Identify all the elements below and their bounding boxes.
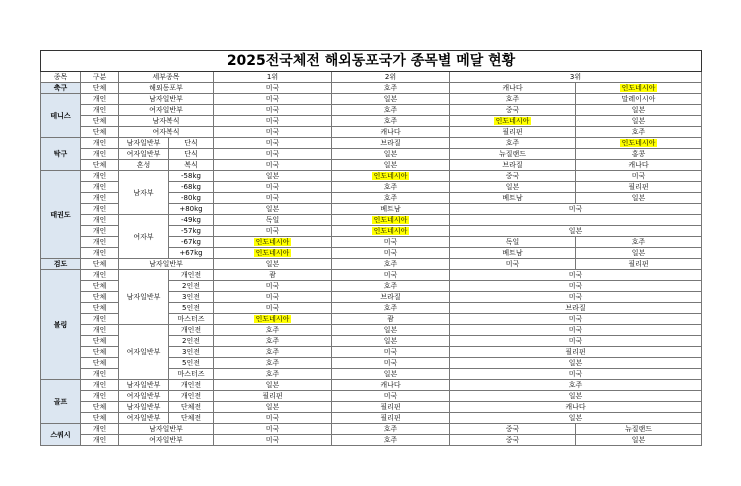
event-cell: 개인전 <box>169 380 214 391</box>
second-place-cell: 일본 <box>332 369 450 380</box>
type-cell: 단체 <box>81 83 119 94</box>
table-row <box>41 435 702 446</box>
event-cell: 단식 <box>169 138 214 149</box>
second-place-cell: 괌 <box>332 314 450 325</box>
first-place-cell: 괌 <box>214 270 332 281</box>
second-place-cell: 미국 <box>332 391 450 402</box>
division-cell: 남자일반부 <box>119 138 169 149</box>
first-place-cell: 미국 <box>214 149 332 160</box>
header-second: 2위 <box>332 72 450 83</box>
second-place-cell: 브라질 <box>332 138 450 149</box>
third-place-cell: 일본 <box>576 105 702 116</box>
third-place-cell <box>450 116 576 127</box>
first-place-cell: 미국 <box>214 435 332 446</box>
highlighted-medal: 인도네시아 <box>373 227 408 235</box>
second-place-cell: 필리핀 <box>332 402 450 413</box>
third-place-cell: 브라질 <box>450 303 702 314</box>
third-place-cell: 호주 <box>450 138 576 149</box>
third-place-cell: 일본 <box>450 182 576 193</box>
type-cell: 개인 <box>81 380 119 391</box>
event-cell: 단식 <box>169 149 214 160</box>
second-place-cell: 일본 <box>332 149 450 160</box>
type-cell: 개인 <box>81 94 119 105</box>
first-place-cell: 미국 <box>214 292 332 303</box>
third-place-cell: 호주 <box>576 237 702 248</box>
type-cell: 단체 <box>81 336 119 347</box>
first-place-cell <box>214 248 332 259</box>
type-cell: 개인 <box>81 237 119 248</box>
table-row <box>41 270 702 281</box>
table-row <box>41 83 702 94</box>
third-place-cell: 홍콩 <box>576 149 702 160</box>
division-cell: 여자일반부 <box>119 435 214 446</box>
third-place-cell: 미국 <box>450 281 702 292</box>
sport-cell: 볼링 <box>41 270 81 380</box>
third-place-cell: 중국 <box>450 424 576 435</box>
second-place-cell: 브라질 <box>332 292 450 303</box>
event-cell: 2인전 <box>169 336 214 347</box>
type-cell: 개인 <box>81 248 119 259</box>
division-cell: 남자일반부 <box>119 270 169 325</box>
third-place-cell: 필리핀 <box>450 127 576 138</box>
first-place-cell: 미국 <box>214 105 332 116</box>
event-cell: -58kg <box>169 171 214 182</box>
division-cell: 여자일반부 <box>119 105 214 116</box>
third-place-cell: 일본 <box>576 248 702 259</box>
event-cell: 3인전 <box>169 347 214 358</box>
sport-cell: 스쿼시 <box>41 424 81 446</box>
third-place-cell: 미국 <box>450 369 702 380</box>
first-place-cell: 미국 <box>214 182 332 193</box>
first-place-cell: 호주 <box>214 336 332 347</box>
second-place-cell: 필리핀 <box>332 413 450 424</box>
division-cell: 여자부 <box>119 215 169 259</box>
third-place-cell: 호주 <box>450 94 576 105</box>
third-place-cell: 호주 <box>450 380 702 391</box>
first-place-cell: 미국 <box>214 160 332 171</box>
type-cell: 단체 <box>81 259 119 270</box>
first-place-cell: 일본 <box>214 380 332 391</box>
third-place-cell: 말레이시아 <box>576 94 702 105</box>
second-place-cell: 일본 <box>332 94 450 105</box>
third-place-cell: 미국 <box>450 314 702 325</box>
first-place-cell: 일본 <box>214 171 332 182</box>
second-place-cell: 캐나다 <box>332 380 450 391</box>
division-cell: 남자복식 <box>119 116 214 127</box>
division-cell: 남자일반부 <box>119 380 169 391</box>
event-cell: 2인전 <box>169 281 214 292</box>
table-row <box>41 424 702 435</box>
first-place-cell: 호주 <box>214 325 332 336</box>
division-cell: 해외동포부 <box>119 83 214 94</box>
third-place-cell: 캐나다 <box>450 83 576 94</box>
first-place-cell: 미국 <box>214 424 332 435</box>
table-row <box>41 380 702 391</box>
highlighted-medal: 인도네시아 <box>621 84 656 92</box>
table-row <box>41 116 702 127</box>
third-place-cell: 일본 <box>576 116 702 127</box>
second-place-cell: 미국 <box>332 237 450 248</box>
first-place-cell: 미국 <box>214 413 332 424</box>
third-place-cell: 일본 <box>450 391 702 402</box>
first-place-cell: 필리핀 <box>214 391 332 402</box>
second-place-cell: 미국 <box>332 270 450 281</box>
division-cell: 여자일반부 <box>119 149 169 160</box>
third-place-cell: 뉴질랜드 <box>450 149 576 160</box>
division-cell: 여자일반부 <box>119 325 169 380</box>
division-cell: 남자일반부 <box>119 94 214 105</box>
highlighted-medal: 인도네시아 <box>495 117 530 125</box>
type-cell: 개인 <box>81 424 119 435</box>
first-place-cell: 미국 <box>214 116 332 127</box>
third-place-cell: 미국 <box>450 270 702 281</box>
second-place-cell <box>332 226 450 237</box>
third-place-cell: 일본 <box>576 435 702 446</box>
type-cell: 단체 <box>81 127 119 138</box>
type-cell: 개인 <box>81 314 119 325</box>
first-place-cell: 미국 <box>214 138 332 149</box>
header-row <box>41 72 702 83</box>
third-place-cell: 일본 <box>576 193 702 204</box>
third-place-cell: 호주 <box>576 127 702 138</box>
event-cell: +67kg <box>169 248 214 259</box>
type-cell: 개인 <box>81 435 119 446</box>
first-place-cell: 미국 <box>214 127 332 138</box>
table-row <box>41 215 702 226</box>
second-place-cell: 일본 <box>332 336 450 347</box>
second-place-cell: 호주 <box>332 424 450 435</box>
type-cell: 개인 <box>81 369 119 380</box>
first-place-cell: 일본 <box>214 204 332 215</box>
event-cell: -80kg <box>169 193 214 204</box>
second-place-cell <box>332 171 450 182</box>
second-place-cell: 미국 <box>332 248 450 259</box>
table-row <box>41 402 702 413</box>
third-place-cell: 미국 <box>450 292 702 303</box>
type-cell: 단체 <box>81 413 119 424</box>
third-place-cell <box>576 138 702 149</box>
type-cell: 개인 <box>81 182 119 193</box>
first-place-cell: 미국 <box>214 83 332 94</box>
header-type: 구분 <box>81 72 119 83</box>
type-cell: 개인 <box>81 105 119 116</box>
type-cell: 개인 <box>81 193 119 204</box>
second-place-cell: 베트남 <box>332 204 450 215</box>
third-place-cell: 독일 <box>450 237 576 248</box>
division-cell: 혼성 <box>119 160 169 171</box>
type-cell: 개인 <box>81 215 119 226</box>
first-place-cell: 일본 <box>214 402 332 413</box>
event-cell: -57kg <box>169 226 214 237</box>
header-sport: 종목 <box>41 72 81 83</box>
third-place-cell: 중국 <box>450 435 576 446</box>
event-cell: 복식 <box>169 160 214 171</box>
type-cell: 단체 <box>81 347 119 358</box>
first-place-cell: 미국 <box>214 193 332 204</box>
third-place-cell: 베트남 <box>450 248 576 259</box>
type-cell: 개인 <box>81 138 119 149</box>
event-cell: -68kg <box>169 182 214 193</box>
type-cell: 단체 <box>81 160 119 171</box>
third-place-cell: 일본 <box>450 226 702 237</box>
table-row <box>41 171 702 182</box>
sport-cell: 축구 <box>41 83 81 94</box>
second-place-cell: 호주 <box>332 193 450 204</box>
division-cell: 남자부 <box>119 171 169 215</box>
highlighted-medal: 인도네시아 <box>255 315 290 323</box>
table-row <box>41 413 702 424</box>
type-cell: 개인 <box>81 270 119 281</box>
table-row <box>41 391 702 402</box>
event-cell: 마스터즈 <box>169 369 214 380</box>
table-row <box>41 149 702 160</box>
type-cell: 개인 <box>81 226 119 237</box>
third-place-cell: 브라질 <box>450 160 576 171</box>
type-cell: 단체 <box>81 116 119 127</box>
second-place-cell: 미국 <box>332 358 450 369</box>
first-place-cell: 호주 <box>214 347 332 358</box>
third-place-cell: 일본 <box>450 413 702 424</box>
header-detail: 세부종목 <box>119 72 214 83</box>
highlighted-medal: 인도네시아 <box>255 249 290 257</box>
highlighted-medal: 인도네시아 <box>255 238 290 246</box>
first-place-cell: 미국 <box>214 226 332 237</box>
event-cell: 개인전 <box>169 270 214 281</box>
third-place-cell: 캐나다 <box>450 402 702 413</box>
third-place-cell: 미국 <box>450 259 576 270</box>
sport-cell: 테니스 <box>41 94 81 138</box>
first-place-cell: 호주 <box>214 358 332 369</box>
event-cell: 단체전 <box>169 413 214 424</box>
second-place-cell: 미국 <box>332 347 450 358</box>
event-cell: 개인전 <box>169 325 214 336</box>
third-place-cell: 캐나다 <box>576 160 702 171</box>
event-cell: 단체전 <box>169 402 214 413</box>
event-cell: 5인전 <box>169 358 214 369</box>
type-cell: 개인 <box>81 204 119 215</box>
header-third: 3위 <box>450 72 702 83</box>
division-cell: 여자복식 <box>119 127 214 138</box>
third-place-cell <box>450 215 702 226</box>
second-place-cell: 캐나다 <box>332 127 450 138</box>
event-cell: 5인전 <box>169 303 214 314</box>
medal-table <box>40 50 702 446</box>
type-cell: 개인 <box>81 149 119 160</box>
third-place-cell: 미국 <box>450 325 702 336</box>
event-cell: 3인전 <box>169 292 214 303</box>
type-cell: 단체 <box>81 358 119 369</box>
table-row <box>41 259 702 270</box>
third-place-cell: 필리핀 <box>576 259 702 270</box>
sheet-title: 2025전국체전 해외동포국가 종목별 메달 현황 <box>41 51 702 72</box>
second-place-cell: 호주 <box>332 281 450 292</box>
type-cell: 개인 <box>81 325 119 336</box>
second-place-cell: 호주 <box>332 116 450 127</box>
event-cell: -49kg <box>169 215 214 226</box>
third-place-cell: 베트남 <box>450 193 576 204</box>
division-cell: 남자일반부 <box>119 402 169 413</box>
medal-table-body <box>41 51 702 446</box>
sport-cell: 탁구 <box>41 138 81 171</box>
first-place-cell <box>214 314 332 325</box>
third-place-cell: 필리핀 <box>450 347 702 358</box>
third-place-cell: 중국 <box>450 171 576 182</box>
sport-cell: 검도 <box>41 259 81 270</box>
type-cell: 개인 <box>81 171 119 182</box>
first-place-cell: 미국 <box>214 281 332 292</box>
second-place-cell <box>332 215 450 226</box>
division-cell: 여자일반부 <box>119 391 169 402</box>
type-cell: 단체 <box>81 281 119 292</box>
table-row <box>41 160 702 171</box>
table-row <box>41 138 702 149</box>
event-cell: +80kg <box>169 204 214 215</box>
first-place-cell: 독일 <box>214 215 332 226</box>
third-place-cell <box>576 83 702 94</box>
table-row <box>41 94 702 105</box>
second-place-cell: 호주 <box>332 435 450 446</box>
division-cell: 남자일반부 <box>119 424 214 435</box>
event-cell: -67kg <box>169 237 214 248</box>
table-row <box>41 325 702 336</box>
second-place-cell: 호주 <box>332 182 450 193</box>
first-place-cell: 호주 <box>214 369 332 380</box>
third-place-cell: 미국 <box>450 336 702 347</box>
first-place-cell: 미국 <box>214 94 332 105</box>
type-cell: 개인 <box>81 391 119 402</box>
sport-cell: 골프 <box>41 380 81 424</box>
third-place-cell: 미국 <box>576 171 702 182</box>
second-place-cell: 일본 <box>332 160 450 171</box>
header-first: 1위 <box>214 72 332 83</box>
type-cell: 단체 <box>81 402 119 413</box>
event-cell: 개인전 <box>169 391 214 402</box>
first-place-cell: 미국 <box>214 303 332 314</box>
type-cell: 단체 <box>81 303 119 314</box>
highlighted-medal: 인도네시아 <box>373 216 408 224</box>
second-place-cell: 일본 <box>332 325 450 336</box>
table-row <box>41 127 702 138</box>
third-place-cell: 필리핀 <box>576 182 702 193</box>
highlighted-medal: 인도네시아 <box>373 172 408 180</box>
first-place-cell: 일본 <box>214 259 332 270</box>
third-place-cell: 미국 <box>450 204 702 215</box>
type-cell: 단체 <box>81 292 119 303</box>
first-place-cell <box>214 237 332 248</box>
division-cell: 남자일반부 <box>119 259 214 270</box>
second-place-cell: 호주 <box>332 259 450 270</box>
third-place-cell: 뉴질랜드 <box>576 424 702 435</box>
sport-cell: 태권도 <box>41 171 81 259</box>
second-place-cell: 호주 <box>332 303 450 314</box>
table-row <box>41 105 702 116</box>
third-place-cell: 일본 <box>450 358 702 369</box>
second-place-cell: 호주 <box>332 105 450 116</box>
event-cell: 마스터즈 <box>169 314 214 325</box>
division-cell: 여자일반부 <box>119 413 169 424</box>
third-place-cell: 중국 <box>450 105 576 116</box>
second-place-cell: 호주 <box>332 83 450 94</box>
highlighted-medal: 인도네시아 <box>621 139 656 147</box>
